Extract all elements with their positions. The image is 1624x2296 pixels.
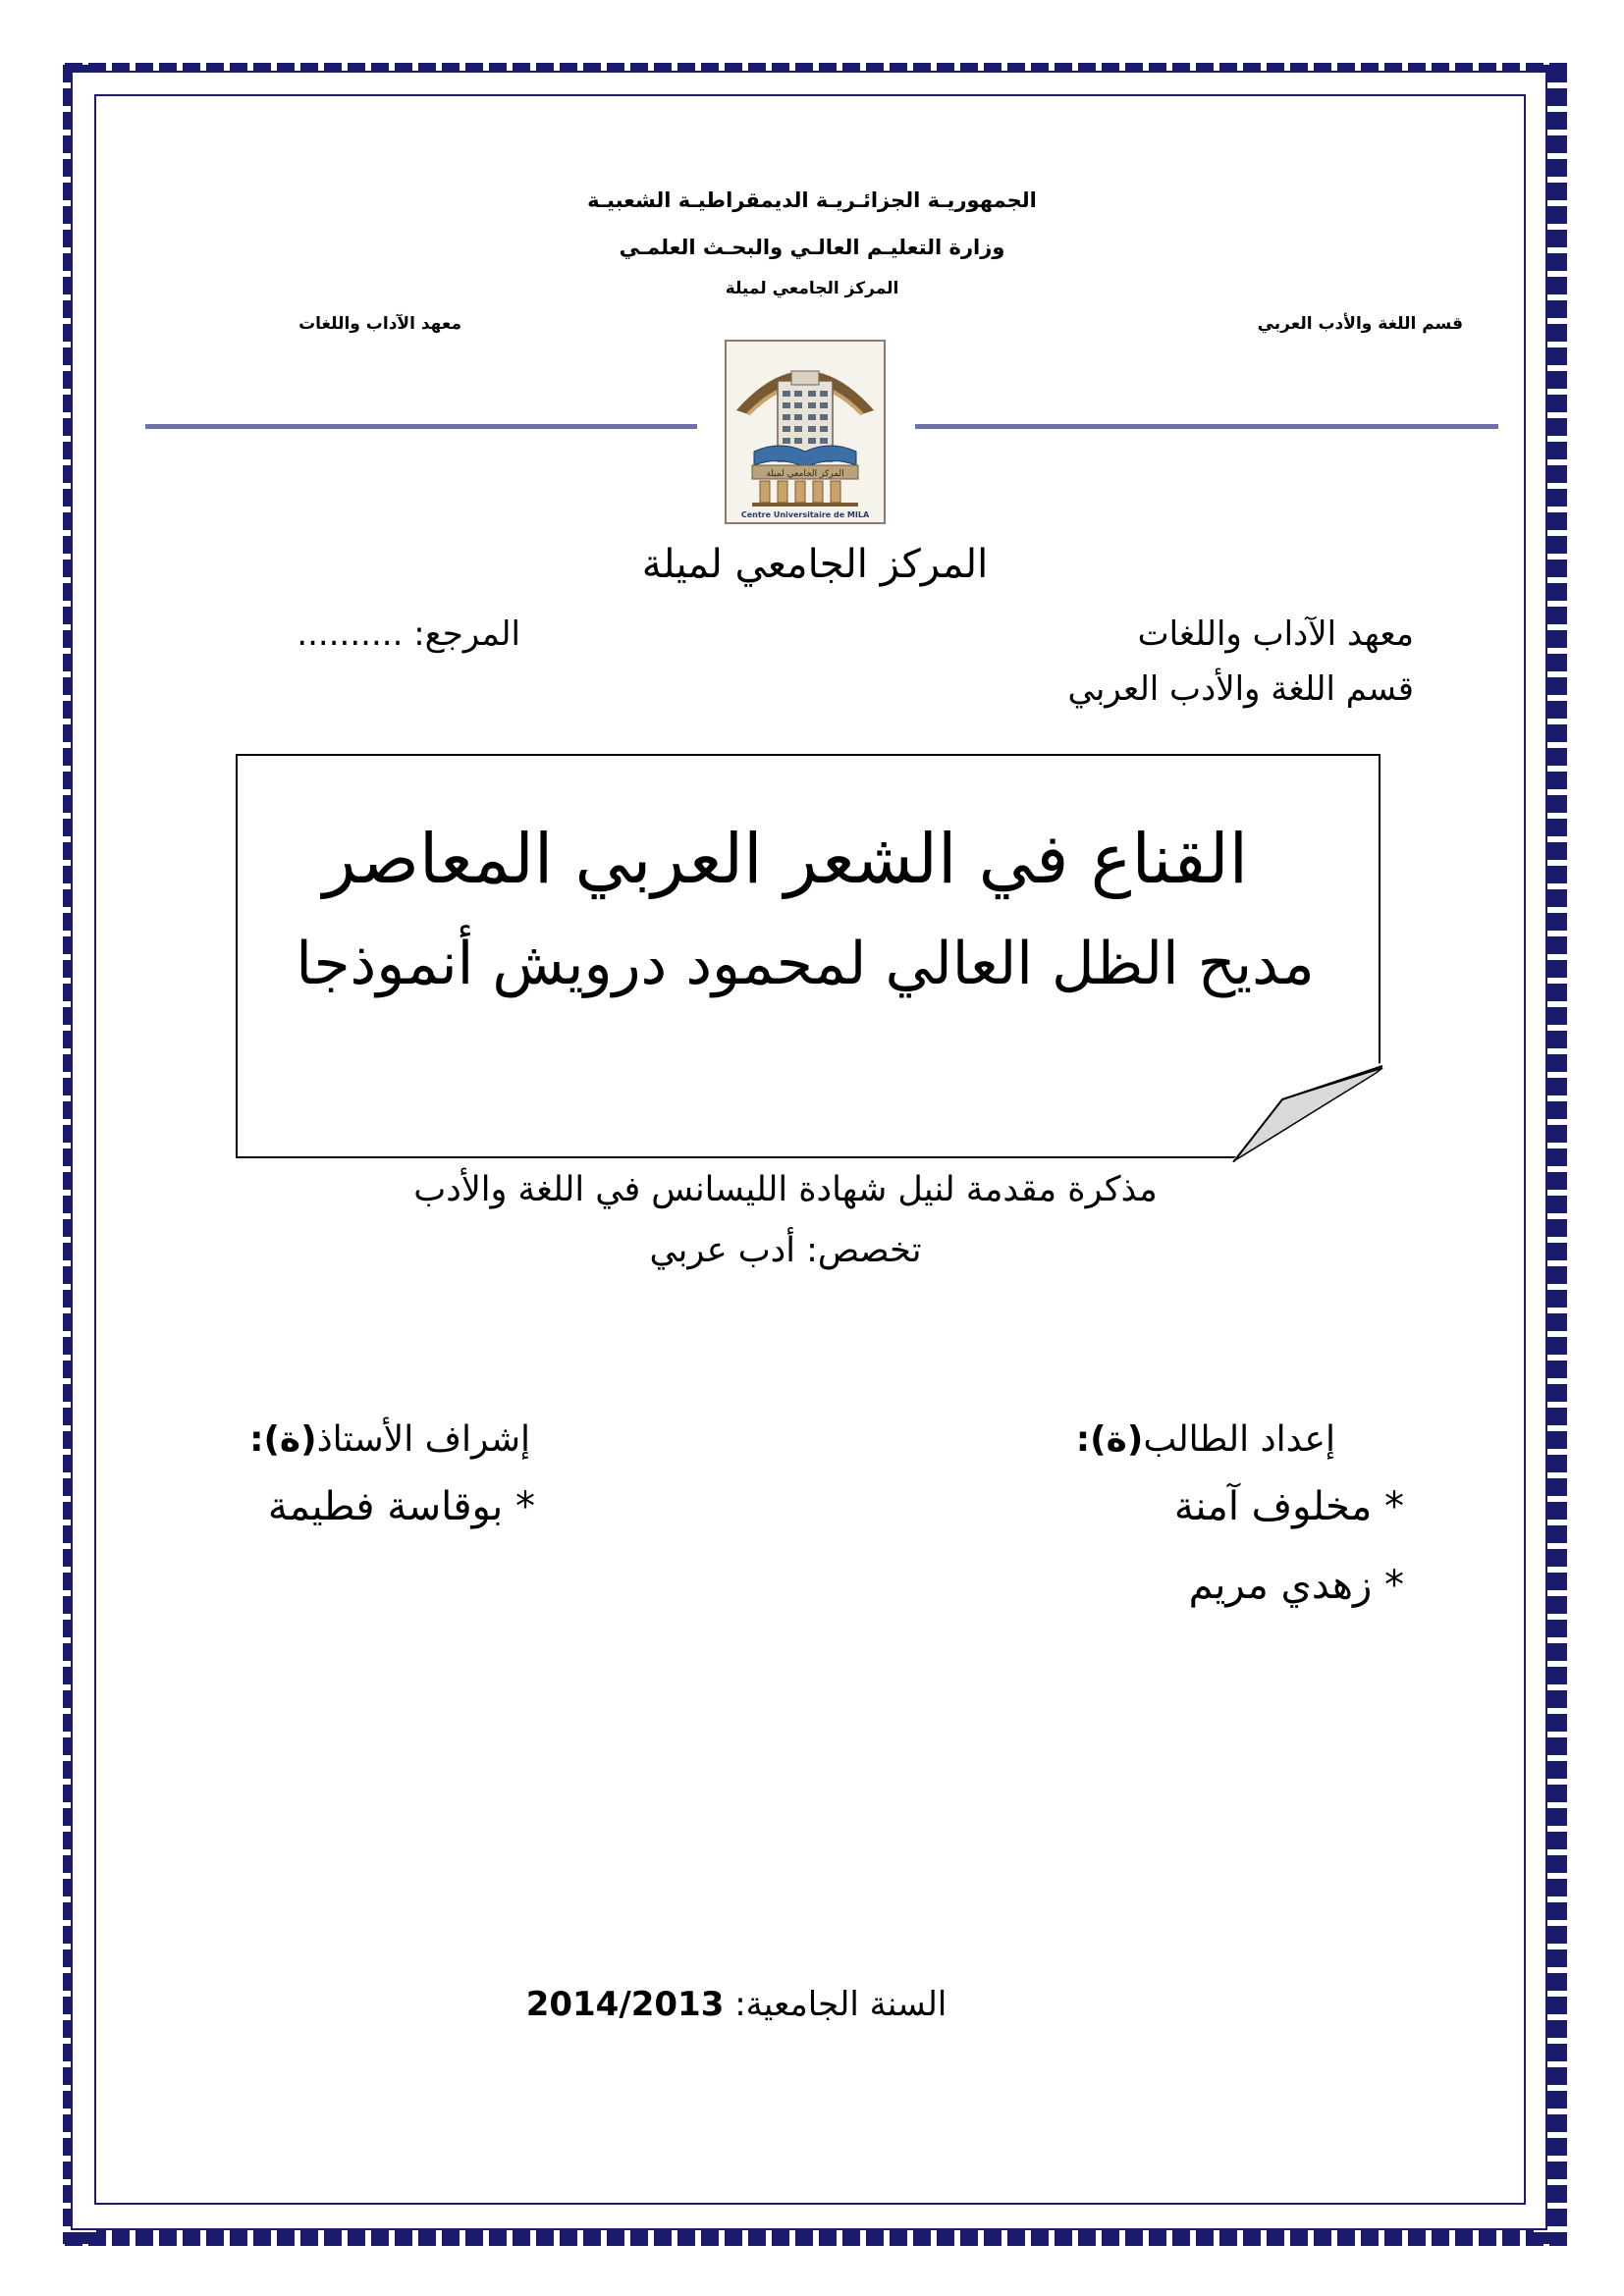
ministry-heading: وزارة التعليـم العالـي والبحـث العلمـي	[619, 236, 1005, 259]
thesis-title: القناع في الشعر العربي المعاصر	[322, 819, 1249, 899]
student-name-2: * زهدي مريم	[1188, 1563, 1404, 1608]
specialty-value: أدب عربي	[649, 1231, 795, 1270]
institute-small-left: معهد الآداب واللغات	[298, 314, 461, 334]
supervisor-label-suffix: (ة):	[249, 1419, 317, 1460]
students-label-suffix: (ة):	[1075, 1419, 1144, 1460]
supervisor-label	[177, 1419, 530, 1460]
academic-year-label: السنة الجامعية:	[734, 1985, 947, 2024]
degree-statement: مذكرة مقدمة لنيل شهادة الليسانس في اللغة والأدب	[413, 1170, 1158, 1209]
reference-field: المرجع: ..........	[297, 614, 520, 654]
header-rule-left	[145, 424, 697, 429]
university-logo-graphic	[727, 342, 884, 522]
student-name-1: * مخلوف آمنة	[1173, 1484, 1404, 1529]
institution-name: المركز الجامعي لميلة	[641, 542, 989, 587]
header-rule-right	[915, 424, 1498, 429]
department-small-right: قسم اللغة والأدب العربي	[1257, 314, 1463, 334]
supervisor-name: * بوقاسة فطيمة	[267, 1484, 535, 1529]
institute-name: معهد الآداب واللغات	[1137, 614, 1414, 654]
logo-banner-text: المركز الجامعي لميلة	[766, 469, 844, 479]
supervisor-label-text: إشراف الأستاذ	[316, 1419, 530, 1460]
specialty-line	[491, 1231, 1080, 1270]
university-logo	[725, 340, 886, 524]
academic-year-value: 2014/2013	[525, 1985, 725, 2024]
students-label-text: إعداد الطالب	[1143, 1419, 1335, 1460]
department-name: قسم اللغة والأدب العربي	[1067, 669, 1414, 709]
logo-caption: Centre Universitaire de MILA	[740, 510, 870, 519]
republic-heading: الجمهوريـة الجزائـريـة الديمقراطيـة الشعبيـة	[587, 188, 1037, 212]
folded-corner	[1227, 1060, 1384, 1162]
specialty-label: تخصص:	[806, 1231, 922, 1270]
thesis-subtitle: مديح الظل العالي لمحمود درويش أنموذجا	[296, 930, 1315, 998]
center-heading: المركز الجامعي لميلة	[725, 279, 899, 298]
students-label	[982, 1419, 1335, 1460]
academic-year	[442, 1985, 1031, 2024]
